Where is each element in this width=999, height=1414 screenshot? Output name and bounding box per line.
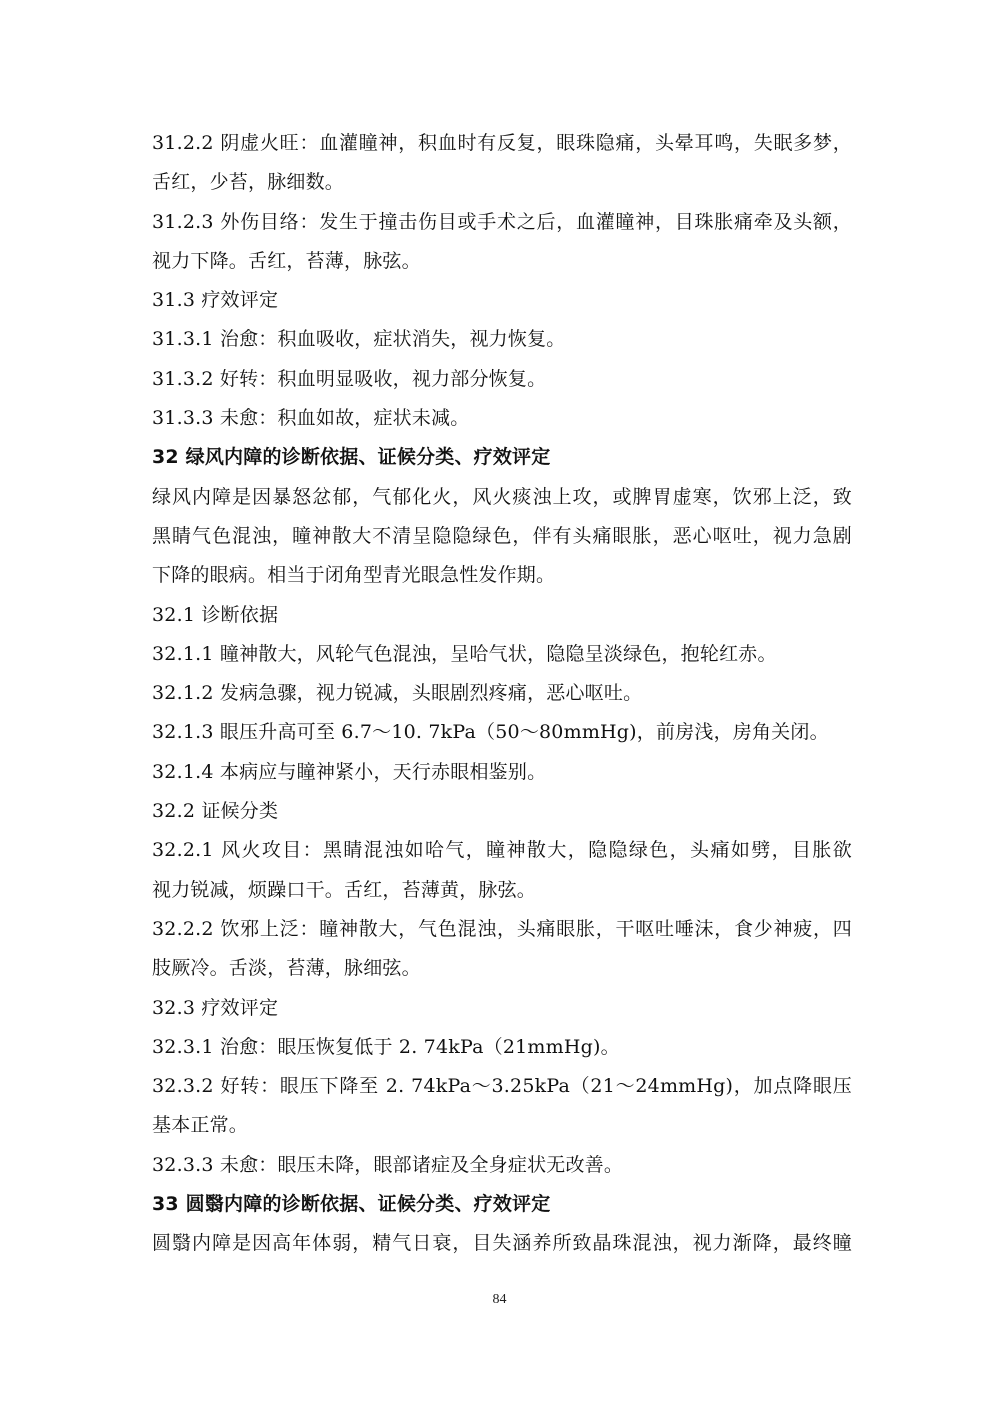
subsection-heading: 32.3 疗效评定 xyxy=(152,996,279,1019)
subsection-heading: 31.3 疗效评定 xyxy=(152,289,279,312)
text-line: 下降的眼病。相当于闭角型青光眼急性发作期。 xyxy=(152,564,556,587)
subsection-heading: 32.1 诊断依据 xyxy=(152,603,279,626)
text-line: 黑睛气色混浊，瞳神散大不清呈隐隐绿色，伴有头痛眼胀，恶心呕吐，视力急剧 xyxy=(152,524,852,547)
text-line: 视力下降。舌红，苔薄，脉弦。 xyxy=(152,249,421,272)
text-line: 视力锐减，烦躁口干。舌红，苔薄黄，脉弦。 xyxy=(152,878,537,901)
text-line: 32.2.1 风火攻目：黑睛混浊如哈气，瞳神散大，隐隐绿色，头痛如劈，目胀欲 xyxy=(152,839,852,862)
text-line: 31.2.2 阴虚火旺：血灌瞳神，积血时有反复，眼珠隐痛，头晕耳鸣，失眠多梦， xyxy=(152,132,852,154)
text-line: 32.2.2 饮邪上泛：瞳神散大，气色混浊，头痛眼胀，干呕吐唾沫，食少神疲，四 xyxy=(152,917,852,940)
page-number: 84 xyxy=(492,1292,507,1307)
text-line: 31.2.3 外伤目络：发生于撞击伤目或手术之后，血灌瞳神，目珠胀痛牵及头额， xyxy=(152,210,852,233)
text-line: 31.3.2 好转：积血明显吸收，视力部分恢复。 xyxy=(152,367,547,390)
text-line: 31.3.3 未愈：积血如故，症状未减。 xyxy=(152,407,470,430)
text-line: 圆翳内障是因高年体弱，精气日衰，目失涵养所致晶珠混浊，视力渐降，最终瞳 xyxy=(152,1232,852,1255)
document-body xyxy=(152,124,852,1264)
text-line: 绿风内障是因暴怒忿郁，气郁化火，风火痰浊上攻，或脾胃虚寒，饮邪上泛，致 xyxy=(152,485,852,508)
text-line: 32.3.3 未愈：眼压未降，眼部诸症及全身症状无改善。 xyxy=(152,1153,624,1176)
text-line: 32.1.4 本病应与瞳神紧小，天行赤眼相鉴别。 xyxy=(152,760,547,783)
text-line: 32.1.1 瞳神散大，风轮气色混浊，呈哈气状，隐隐呈淡绿色，抱轮红赤。 xyxy=(152,642,777,665)
text-line: 32.3.2 好转：眼压下降至 2. 74kPa～3.25kPa（21～24mmHg)，加点降眼压 xyxy=(152,1075,852,1098)
text-line: 32.3.1 治愈：眼压恢复低于 2. 74kPa（21mmHg)。 xyxy=(152,1035,620,1058)
text-line: 32.1.2 发病急骤，视力锐减，头眼剧烈疼痛，恶心呕吐。 xyxy=(152,682,643,705)
section-heading: 32 绿风内障的诊断依据、证候分类、疗效评定 xyxy=(152,446,551,469)
text-line: 舌红，少苔，脉细数。 xyxy=(152,171,345,194)
section-heading: 33 圆翳内障的诊断依据、证候分类、疗效评定 xyxy=(152,1193,551,1216)
text-line: 基本正常。 xyxy=(152,1114,249,1137)
text-line: 31.3.1 治愈：积血吸收，症状消失，视力恢复。 xyxy=(152,328,566,351)
text-line: 32.1.3 眼压升高可至 6.7～10. 7kPa（50～80mmHg)，前房浅，房角关闭。 xyxy=(152,721,829,744)
subsection-heading: 32.2 证候分类 xyxy=(152,800,279,823)
text-line: 肢厥冷。舌淡，苔薄，脉细弦。 xyxy=(152,957,421,980)
